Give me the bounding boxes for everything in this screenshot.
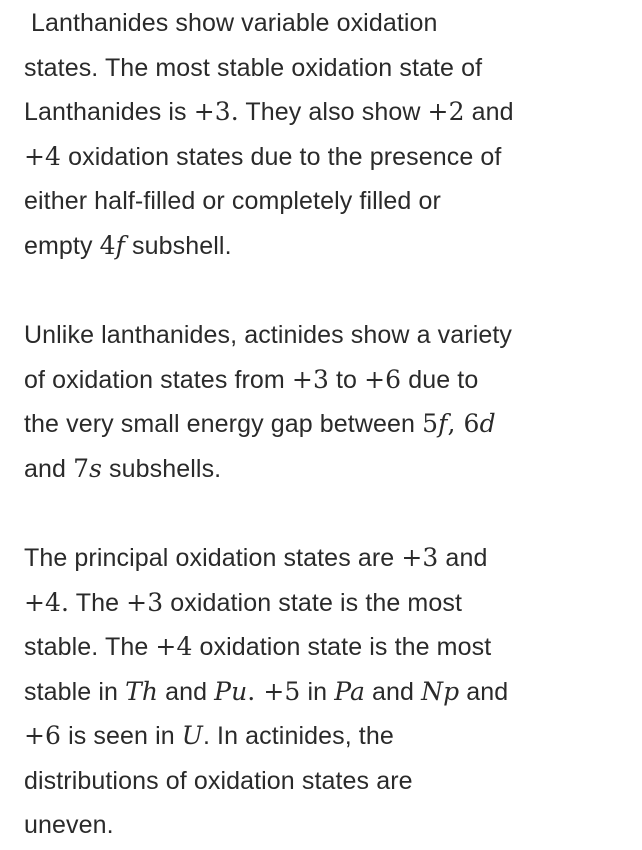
text-segment: and [438,544,488,572]
text-line [24,714,642,759]
math-expression: , 6 [447,409,480,438]
text-segment: stable. The [24,633,156,661]
text-line [24,402,642,447]
math-expression: +6 [24,721,62,750]
math-expression: +6 [364,364,402,394]
text-segment: to [328,365,365,394]
math-expression: +4 [155,632,193,661]
text-line [24,46,642,91]
text-segment: oxidation states due to the presence of [61,142,502,171]
math-expression: Th [125,676,159,706]
text-segment: The principal oxidation states are [24,544,402,572]
math-expression: Np [421,676,460,706]
math-expression: +2 [427,97,465,126]
math-expression: +3 [126,587,164,617]
paragraph-lanthanides [24,1,642,268]
text-segment: stable in [24,677,126,706]
math-expression: U [181,721,203,750]
math-expression: f [438,409,448,438]
text-segment: Unlike lanthanides, actinides show a variety [24,321,512,349]
math-expression: s [89,453,103,483]
text-line [24,179,642,224]
math-expression: +3 [401,543,439,572]
math-expression: Pa [334,676,365,706]
math-expression: Pu [214,676,248,706]
text-segment: The [69,588,127,617]
text-line [24,224,642,269]
text-line [24,1,642,46]
text-segment: of oxidation states from [24,365,292,394]
text-segment: They also show [238,98,428,126]
math-expression: 7 [73,453,90,483]
math-expression: . +5 [247,676,301,706]
text-segment: distributions of oxidation states are [24,766,413,795]
math-expression: +3 [291,364,329,394]
text-segment: is seen in [61,722,182,750]
text-segment: oxidation state is the most [163,588,462,617]
text-segment: In actinides, the [210,722,394,750]
text-segment: and [459,677,509,706]
text-segment: in [300,677,335,706]
text-line [24,759,642,804]
text-segment: either half-filled or completely filled or [24,187,441,215]
text-segment: and [365,677,422,706]
math-expression: 5 [422,409,439,438]
text-segment: Lanthanides show variable oxidation [31,9,438,37]
text-segment: empty [24,231,100,260]
text-segment: and [158,677,215,706]
math-expression: f [115,230,125,260]
text-line [24,670,642,715]
text-segment: . [202,722,210,750]
math-expression: +4. [24,587,70,617]
text-segment: subshell. [125,231,232,260]
math-expression: 4 [99,230,116,260]
text-segment: states. The most stable oxidation state of [24,53,483,82]
text-line [24,447,642,492]
text-segment: subshells. [102,454,222,483]
text-segment: the very small energy gap between [24,410,423,438]
text-line [24,313,642,358]
text-line [24,581,642,626]
text-segment: oxidation state is the most [192,633,492,661]
text-line [24,536,642,581]
text-segment: uneven. [24,811,114,839]
math-expression: d [479,409,496,438]
text-line [24,358,642,403]
text-line [24,625,642,670]
text-segment: and [464,98,514,126]
text-line [24,135,642,180]
text-line [24,803,642,848]
math-expression: +4 [24,141,62,171]
paragraph-actinides [24,313,642,491]
text-line [24,90,642,135]
paragraph-principal-states [24,536,642,848]
document-body [24,0,642,848]
text-segment: and [24,454,74,483]
text-segment: Lanthanides is [24,98,194,126]
text-segment: due to [401,365,479,394]
math-expression: +3. [193,97,239,126]
